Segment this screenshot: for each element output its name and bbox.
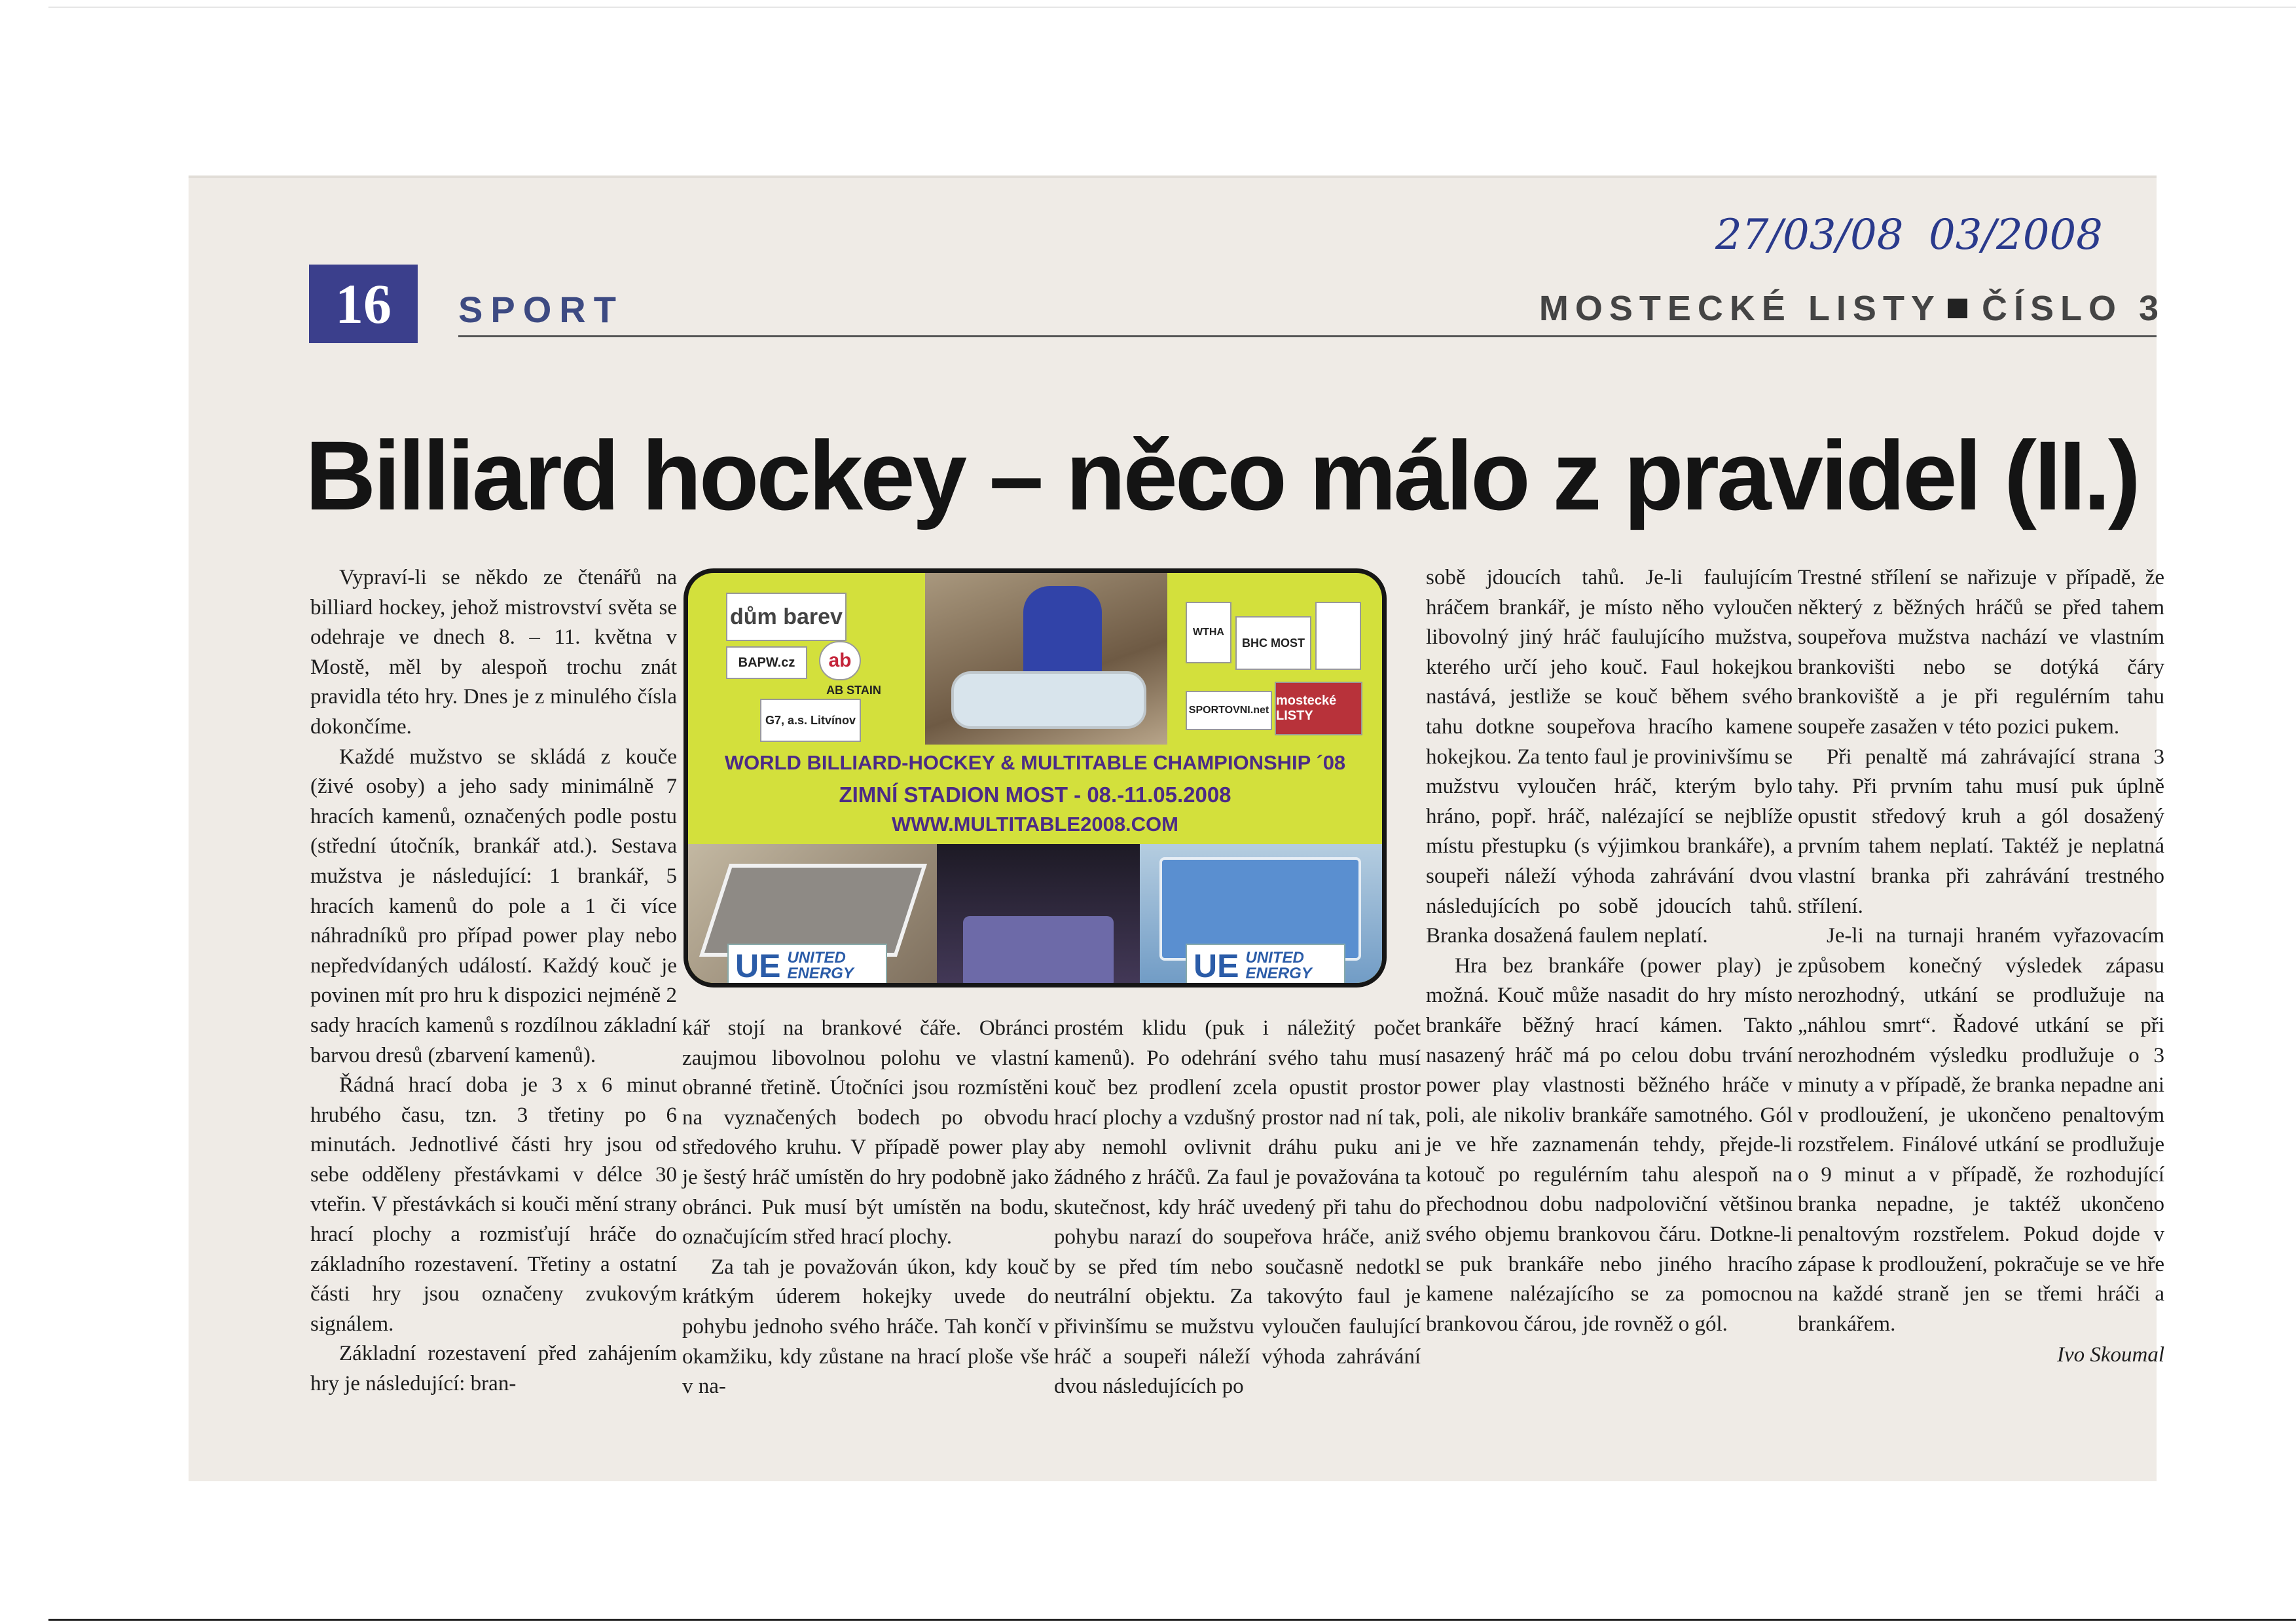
player-photo xyxy=(925,573,1167,745)
wtha-logo: WTHA xyxy=(1186,602,1231,663)
table-photo-middle xyxy=(937,844,1140,987)
handwritten-date: 27/03/08 xyxy=(1715,211,1904,259)
author-byline: Ivo Skoumal xyxy=(2056,1343,2164,1367)
ue-mark: UE xyxy=(1194,948,1239,984)
hockey-table xyxy=(951,671,1146,729)
championship-venue: ZIMNÍ STADION MOST - 08.-11.05.2008 xyxy=(839,783,1231,807)
paragraph: sobě jdoucích tahů. Je-li faulujícím hráčem brankář, je místo něho vyloučen libovolný jiný hráč faulujícího mužstva, kterého určí jeho kouč. Faul hokejkou nastává, jestliže se kouč během svého tahu dotkne soupeřova hracího kamene hokejkou. Za tento faul je provinivšímu se mužstvu vyloučen hráč, kterým bylo hráno, popř. hráč, nalézající se nejblíže místu přestupku (s výjimkou brankáře), a soupeři náleží výhoda zahrávání dvou následujících po sobě jdoucích tahů. Branka dosažená faulem neplatí. xyxy=(1426,566,1793,948)
headline: Billiard hockey – něco málo z pravidel (II.) xyxy=(305,420,2138,530)
united-energy-logo-right: UE UNITED ENERGY xyxy=(1186,944,1345,987)
paragraph: Za tah je považován úkon, kdy kouč krátkým úderem hokejky uvede do pohybu jednoho svého hráče. Tah končí v okamžiku, kdy zůstane na hrací ploše vše v na- xyxy=(682,1255,1049,1399)
masthead-issue: ČÍSLO 3 xyxy=(1981,289,2165,328)
championship-advert xyxy=(683,568,1387,987)
page-number: 16 xyxy=(309,265,418,343)
top-scan-edge xyxy=(48,7,2296,8)
paragraph: Každé mužstvo se skládá z kouče (živé osoby) a jeho sady minimálně 7 hracích kamenů, označených podle postu (střední útočník, brankář atd.). Sestava mužstva je následující: 1 brankář, 5 hracích kamenů do pole a 1 či více náhradníků pro případ power play nebo nepředvídaných událostí. Každý kouč je povinen mít pro hru k dispozici nejméně 2 sady hracích kamenů s rozdílnou základní barvou dresů (zbarvení kamenů). xyxy=(310,745,677,1067)
ab-stain-logo: AB STAIN xyxy=(826,683,881,697)
header-rule xyxy=(458,335,2157,337)
article-column-2 xyxy=(682,1014,1049,1402)
paragraph: Základní rozestavení před zahájením hry je následující: bran- xyxy=(310,1342,677,1396)
bhc-most-logo: BHC MOST xyxy=(1235,616,1311,670)
mtd-logo xyxy=(1315,602,1361,670)
bottom-scan-edge xyxy=(48,1619,2296,1621)
paragraph: Trestné střílení se nařizuje v případě, že některý z běžných hráčů se před tahem soupeřova mužstva nachází ve vlastním brankovišti nebo se dotýká čáry brankoviště a je při regulérním tahu soupeře zasažen v této pozici pukem. xyxy=(1798,566,2164,739)
paragraph: prostém klidu (puk i náležitý počet kamenů). Po odehrání svého tahu musí kouč bez prodlení zcela opustit prostor hrací plochy a vzdušný prostor nad ní tak, aby nemohl ovlivnit dráhu puku ani žádného z hráčů. Za faul je považována ta skutečnost, kdy hráč uvedený při tahu do pohybu narazí do soupeřova hráče, aniž by se před tím nebo současně nedotkl neutrální objektu. Za takovýto faul je přivinšímu se mužstvu vyloučen faulující hráč a soupeři náleží výhoda zahrávání dvou následujících po xyxy=(1054,1016,1421,1399)
united-energy-logo-left: UE UNITED ENERGY xyxy=(727,944,887,987)
paragraph: Hra bez brankáře (power play) je možná. Kouč může nasadit do hry místo brankáře běžný hrací kámen. Takto nasazený hráč má po celou dobu trvání power play vlastnosti běžného hráče v poli, ale nikoliv brankáře samotného. Gól je ve hře zaznamenán tehdy, přejde-li kotouč po regulérním tahu alespoň na přechodnou dobu nadpoloviční většinou svého objemu brankovou čáru. Dotkne-li se puk brankáře nebo jiného hracího kamene nalézajícího se za pomocnou brankovou čárou, jde rovněž o gól. xyxy=(1426,953,1793,1336)
championship-title: WORLD BILLIARD-HOCKEY & MULTITABLE CHAMPIONSHIP ´08 xyxy=(724,751,1346,774)
paragraph: Je-li na turnaji hraném vyřazovacím způsobem konečný výsledek zápasu nerozhodný, utkání se prodlužuje na „náhlou smrt“. Řadové utkání se při nerozhodném výsledku prodlužuje o 3 minuty a v případě, že branka nepadne ani v prodloužení, je ukončeno penaltovým rozstřelem. Finálové utkání se prodlužuje o 9 minut a v případě, že rozhodující branka nepadne, je taktéž ukončeno penaltovým rozstřelem. Pokud dojde v zápase k prodloužení, pokračuje se ve hře na každé straně jen se třemi hráči a brankářem. xyxy=(1798,924,2164,1336)
section-label: SPORT xyxy=(458,289,624,330)
square-bullet-icon xyxy=(1948,299,1967,318)
championship-website: WWW.MULTITABLE2008.COM xyxy=(892,813,1178,836)
handwritten-issue: 03/2008 xyxy=(1929,211,2103,259)
article-column-5 xyxy=(1798,563,2164,1371)
dum-barev-logo: dům barev xyxy=(726,593,847,641)
sportovni-logo: SPORTOVNI.net xyxy=(1186,691,1272,730)
player-figure xyxy=(1023,586,1102,684)
article-column-1 xyxy=(310,563,677,1399)
g7-logo: G7, a.s. Litvínov xyxy=(760,699,861,742)
bapw-logo: BAPW.cz xyxy=(726,646,807,679)
paragraph: Při penaltě má zahrávající strana 3 tahy. Při prvním tahu musí puk úplně opustit středový kruh a gól dosažený prvním tahem neplatí. Taktéž je neplatná vlastní branka při zahrávání trestného střílení. xyxy=(1798,745,2164,918)
mostecke-listy-logo: mostecké LISTY xyxy=(1275,682,1362,735)
article-column-4 xyxy=(1426,563,1793,1339)
masthead xyxy=(1539,288,2165,329)
paragraph: Vypraví-li se někdo ze čtenářů na billiard hockey, jehož mistrovství světa se odehraje ve dnech 8. – 11. května v Mostě, měl by alespoň trochu znát pravidla této hry. Dnes je z minulého čísla dokončíme. xyxy=(310,566,677,739)
masthead-name: MOSTECKÉ LISTY xyxy=(1539,289,1941,328)
article-column-3 xyxy=(1054,1014,1421,1402)
ab-logo: ab xyxy=(819,641,861,680)
paragraph: kář stojí na brankové čáře. Obránci zaujmou libovolnou polohu ve vlastní obranné třetině. Útočníci jsou rozmístěni na vyznačených bodech po obvodu středového kruhu. V případě power play je šestý hráč umístěn do hry podobně jako obránci. Puk musí být umístěn na bodu, označujícím střed hrací plochy. xyxy=(682,1016,1049,1249)
ue-mark: UE xyxy=(735,948,781,984)
paragraph: Řádná hrací doba je 3 x 6 minut hrubého času, tzn. 3 třetiny po 6 minutách. Jednotlivé části hry jsou od sebe odděleny přestávkami v délce 30 vteřin. V přestávkách si kouči mění strany hrací plochy a rozmisťují hráče do základního rozestavení. Třetiny a ostatní části hry jsou označeny zvukovým signálem. xyxy=(310,1073,677,1336)
